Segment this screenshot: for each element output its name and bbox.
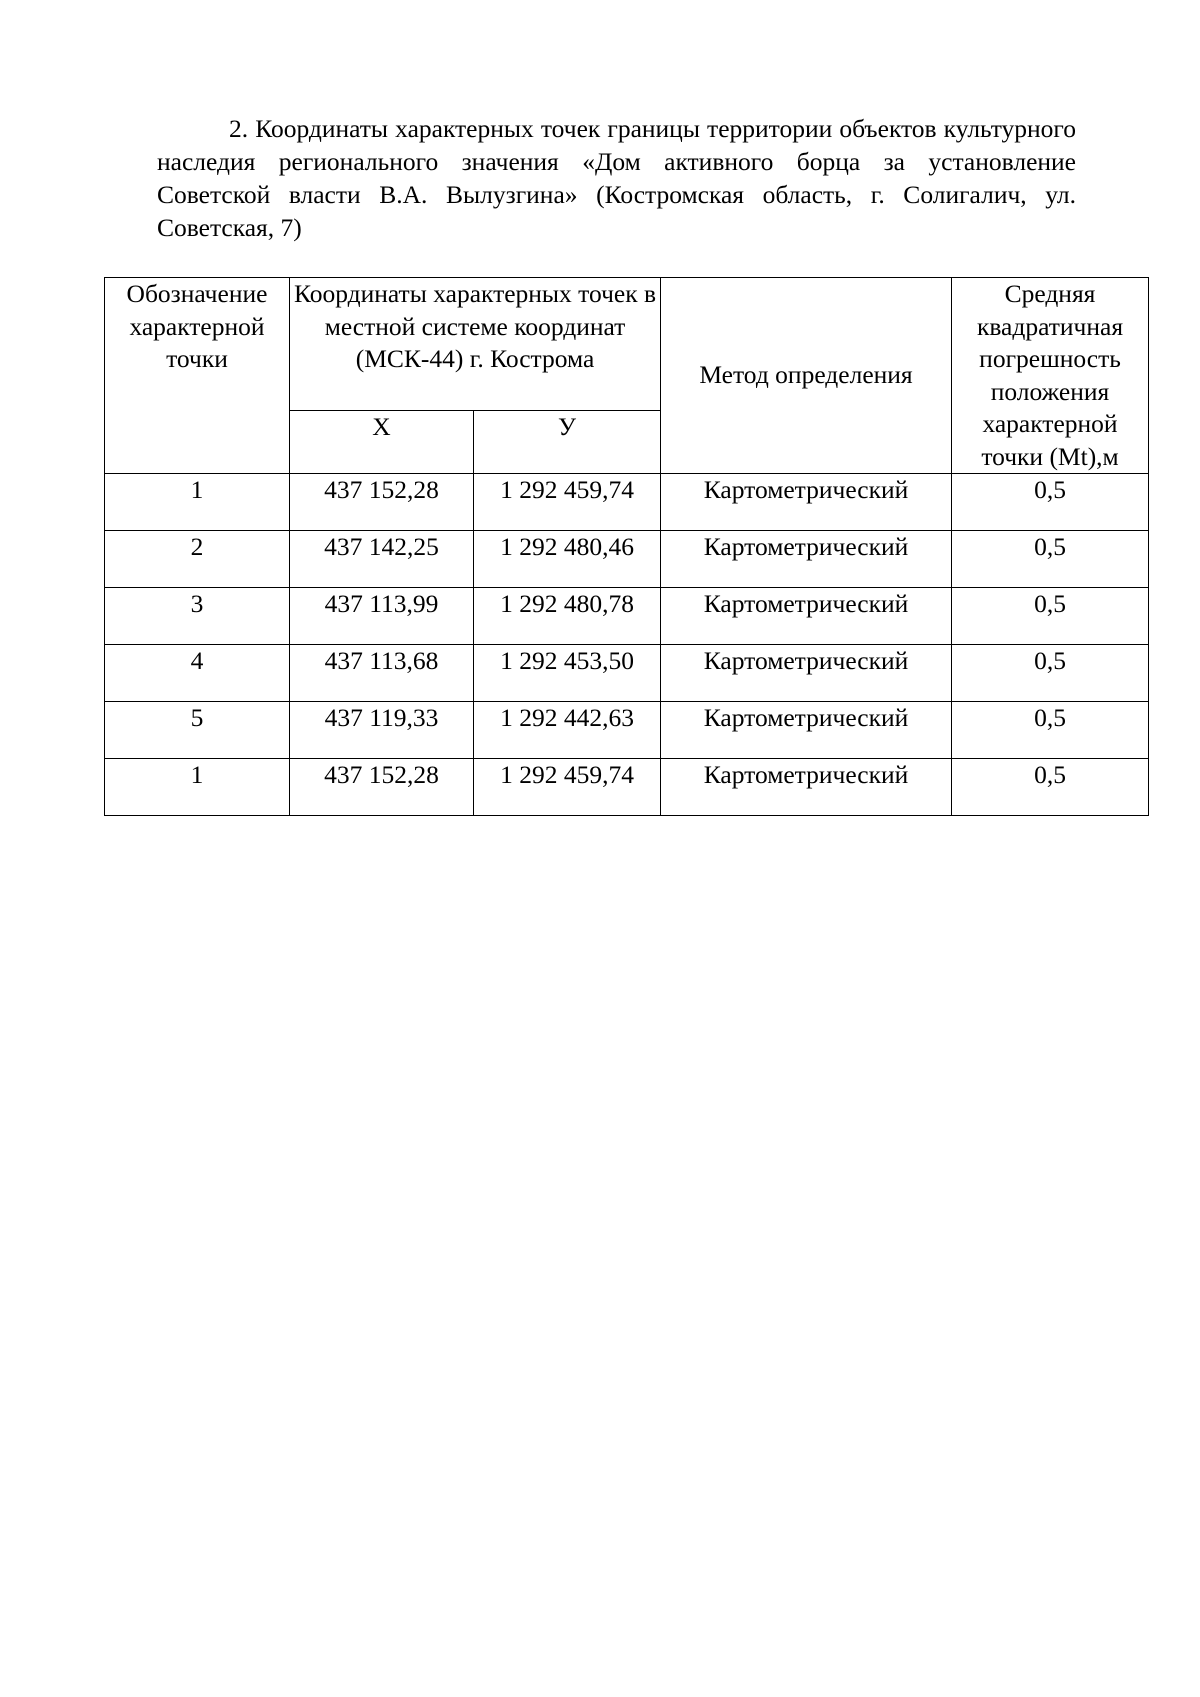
cell-x: 437 113,68 xyxy=(290,645,474,702)
header-coordinates: Координаты характерных точек в местной системе координат (МСК-44) г. Кострома xyxy=(290,278,661,411)
cell-x: 437 152,28 xyxy=(290,474,474,531)
table-row xyxy=(105,702,1149,759)
cell-y: 1 292 459,74 xyxy=(474,759,661,816)
cell-method: Картометрический xyxy=(661,588,952,645)
cell-point: 4 xyxy=(105,645,290,702)
cell-point: 1 xyxy=(105,759,290,816)
cell-point: 1 xyxy=(105,474,290,531)
cell-x: 437 119,33 xyxy=(290,702,474,759)
cell-method: Картометрический xyxy=(661,759,952,816)
table-row xyxy=(105,531,1149,588)
cell-method: Картометрический xyxy=(661,702,952,759)
cell-error: 0,5 xyxy=(952,474,1149,531)
cell-y: 1 292 480,46 xyxy=(474,531,661,588)
coordinates-table xyxy=(104,277,1149,816)
header-error: Средняя квадратичная погрешность положения характерной точки (Mt),м xyxy=(952,278,1149,474)
header-y: У xyxy=(474,410,661,473)
cell-error: 0,5 xyxy=(952,645,1149,702)
cell-y: 1 292 459,74 xyxy=(474,474,661,531)
intro-paragraph: 2. Координаты характерных точек границы территории объектов культурного наследия регионального значения «Дом активного борца за установление Советской власти В.А. Вылузгина» (Костромская область, г. Солигалич, ул. Советская, 7) xyxy=(157,114,1076,242)
cell-x: 437 152,28 xyxy=(290,759,474,816)
cell-x: 437 142,25 xyxy=(290,531,474,588)
table-body xyxy=(105,474,1149,816)
cell-method: Картометрический xyxy=(661,645,952,702)
cell-error: 0,5 xyxy=(952,588,1149,645)
cell-method: Картометрический xyxy=(661,531,952,588)
table-row xyxy=(105,645,1149,702)
cell-x: 437 113,99 xyxy=(290,588,474,645)
cell-y: 1 292 442,63 xyxy=(474,702,661,759)
cell-point: 2 xyxy=(105,531,290,588)
cell-error: 0,5 xyxy=(952,759,1149,816)
cell-y: 1 292 480,78 xyxy=(474,588,661,645)
header-method: Метод определения xyxy=(661,278,952,474)
cell-point: 5 xyxy=(105,702,290,759)
table-row xyxy=(105,588,1149,645)
cell-error: 0,5 xyxy=(952,702,1149,759)
header-x: X xyxy=(290,410,474,473)
cell-error: 0,5 xyxy=(952,531,1149,588)
table-row xyxy=(105,474,1149,531)
header-point: Обозначение характерной точки xyxy=(105,278,290,474)
table-row xyxy=(105,759,1149,816)
cell-method: Картометрический xyxy=(661,474,952,531)
cell-y: 1 292 453,50 xyxy=(474,645,661,702)
cell-point: 3 xyxy=(105,588,290,645)
table-header xyxy=(105,278,1149,474)
